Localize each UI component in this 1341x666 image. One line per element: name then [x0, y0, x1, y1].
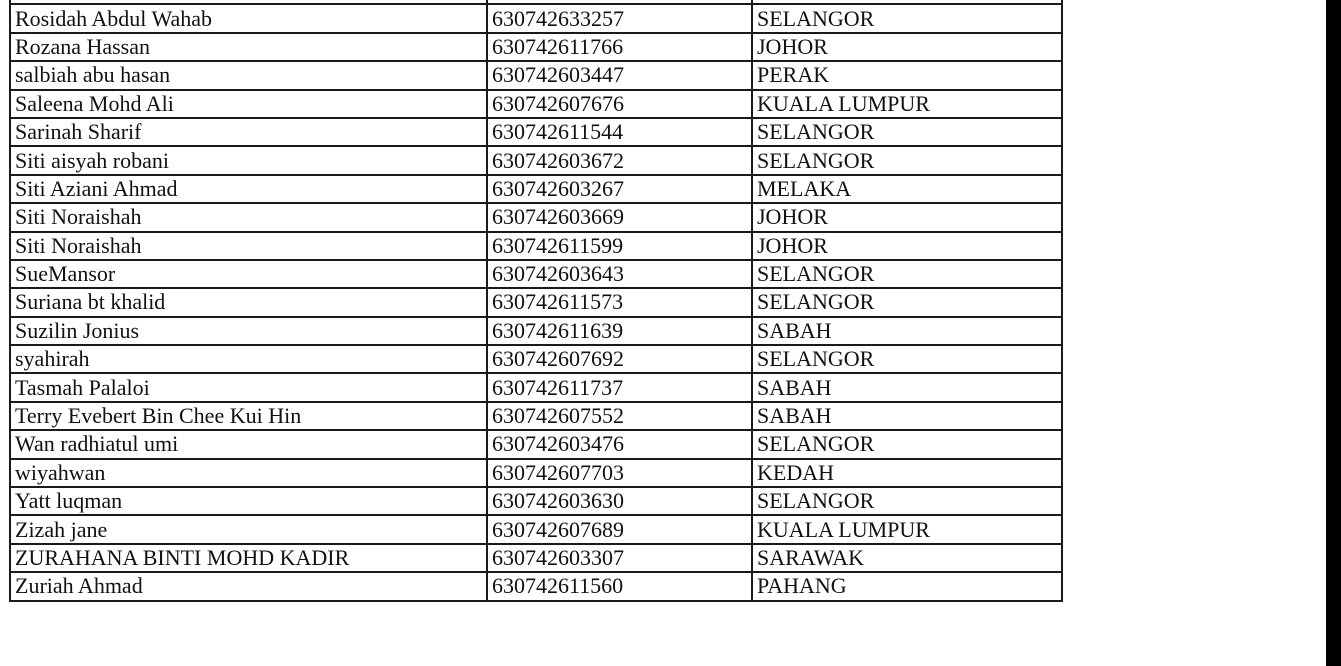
id-cell: 630742633257 — [487, 4, 752, 32]
table-body — [10, 0, 1062, 601]
table-row — [10, 515, 1062, 543]
name-cell: Suriana bt khalid — [10, 288, 487, 316]
name-cell: Zizah jane — [10, 515, 487, 543]
table-row — [10, 487, 1062, 515]
state-cell: SELANGOR — [752, 345, 1062, 373]
table-row — [10, 61, 1062, 89]
table-row — [10, 90, 1062, 118]
state-cell: PAHANG — [752, 572, 1062, 600]
id-cell: 630742607692 — [487, 345, 752, 373]
state-cell: JOHOR — [752, 33, 1062, 61]
name-cell: wiyahwan — [10, 459, 487, 487]
state-cell: SABAH — [752, 317, 1062, 345]
id-cell: 630742603476 — [487, 430, 752, 458]
state-cell: SELANGOR — [752, 288, 1062, 316]
id-cell: 630742611544 — [487, 118, 752, 146]
state-cell: PERAK — [752, 61, 1062, 89]
table-row — [10, 118, 1062, 146]
state-cell: MELAKA — [752, 175, 1062, 203]
id-cell: 630742607689 — [487, 515, 752, 543]
name-cell: Siti Noraishah — [10, 232, 487, 260]
table-row — [10, 33, 1062, 61]
table-row — [10, 345, 1062, 373]
table-row — [10, 544, 1062, 572]
right-edge-bar — [1326, 0, 1341, 666]
table-row — [10, 232, 1062, 260]
table-row — [10, 146, 1062, 174]
id-cell: 630742603669 — [487, 203, 752, 231]
id-cell: 630742611560 — [487, 572, 752, 600]
table-row — [10, 175, 1062, 203]
name-cell: Siti aisyah robani — [10, 146, 487, 174]
name-cell: Suzilin Jonius — [10, 317, 487, 345]
state-cell: SELANGOR — [752, 146, 1062, 174]
table-row — [10, 430, 1062, 458]
id-cell: 630742607676 — [487, 90, 752, 118]
state-cell: SELANGOR — [752, 118, 1062, 146]
name-cell: Tasmah Palaloi — [10, 373, 487, 401]
id-cell: 630742603267 — [487, 175, 752, 203]
state-cell: SELANGOR — [752, 4, 1062, 32]
state-cell: SELANGOR — [752, 260, 1062, 288]
id-cell: 630742603672 — [487, 146, 752, 174]
name-cell: salbiah abu hasan — [10, 61, 487, 89]
table-row — [10, 572, 1062, 600]
table-row — [10, 203, 1062, 231]
state-cell: KUALA LUMPUR — [752, 90, 1062, 118]
id-cell: 630742611766 — [487, 33, 752, 61]
table-row — [10, 373, 1062, 401]
id-cell: 630742611599 — [487, 232, 752, 260]
id-cell: 630742607703 — [487, 459, 752, 487]
id-cell: 630742611639 — [487, 317, 752, 345]
table-row — [10, 317, 1062, 345]
id-cell: 630742607552 — [487, 402, 752, 430]
name-cell: Saleena Mohd Ali — [10, 90, 487, 118]
name-cell: Wan radhiatul umi — [10, 430, 487, 458]
table-row — [10, 459, 1062, 487]
name-cell: Siti Aziani Ahmad — [10, 175, 487, 203]
name-cell: Siti Noraishah — [10, 203, 487, 231]
state-cell: KUALA LUMPUR — [752, 515, 1062, 543]
state-cell: SARAWAK — [752, 544, 1062, 572]
state-cell: JOHOR — [752, 232, 1062, 260]
state-cell: SELANGOR — [752, 430, 1062, 458]
id-cell: 630742603307 — [487, 544, 752, 572]
data-table — [9, 0, 1063, 602]
name-cell: ZURAHANA BINTI MOHD KADIR — [10, 544, 487, 572]
state-cell: SABAH — [752, 402, 1062, 430]
table-row — [10, 288, 1062, 316]
state-cell: SABAH — [752, 373, 1062, 401]
table-row — [10, 4, 1062, 32]
state-cell: SELANGOR — [752, 487, 1062, 515]
id-cell: 630742611737 — [487, 373, 752, 401]
id-cell: 630742603447 — [487, 61, 752, 89]
name-cell: Rosidah Abdul Wahab — [10, 4, 487, 32]
table-row — [10, 402, 1062, 430]
name-cell: SueMansor — [10, 260, 487, 288]
state-cell: KEDAH — [752, 459, 1062, 487]
id-cell: 630742611573 — [487, 288, 752, 316]
name-cell: syahirah — [10, 345, 487, 373]
id-cell: 630742603630 — [487, 487, 752, 515]
id-cell: 630742603643 — [487, 260, 752, 288]
name-cell: Terry Evebert Bin Chee Kui Hin — [10, 402, 487, 430]
table-row — [10, 260, 1062, 288]
name-cell: Rozana Hassan — [10, 33, 487, 61]
name-cell: Zuriah Ahmad — [10, 572, 487, 600]
name-cell: Yatt luqman — [10, 487, 487, 515]
name-cell: Sarinah Sharif — [10, 118, 487, 146]
state-cell: JOHOR — [752, 203, 1062, 231]
